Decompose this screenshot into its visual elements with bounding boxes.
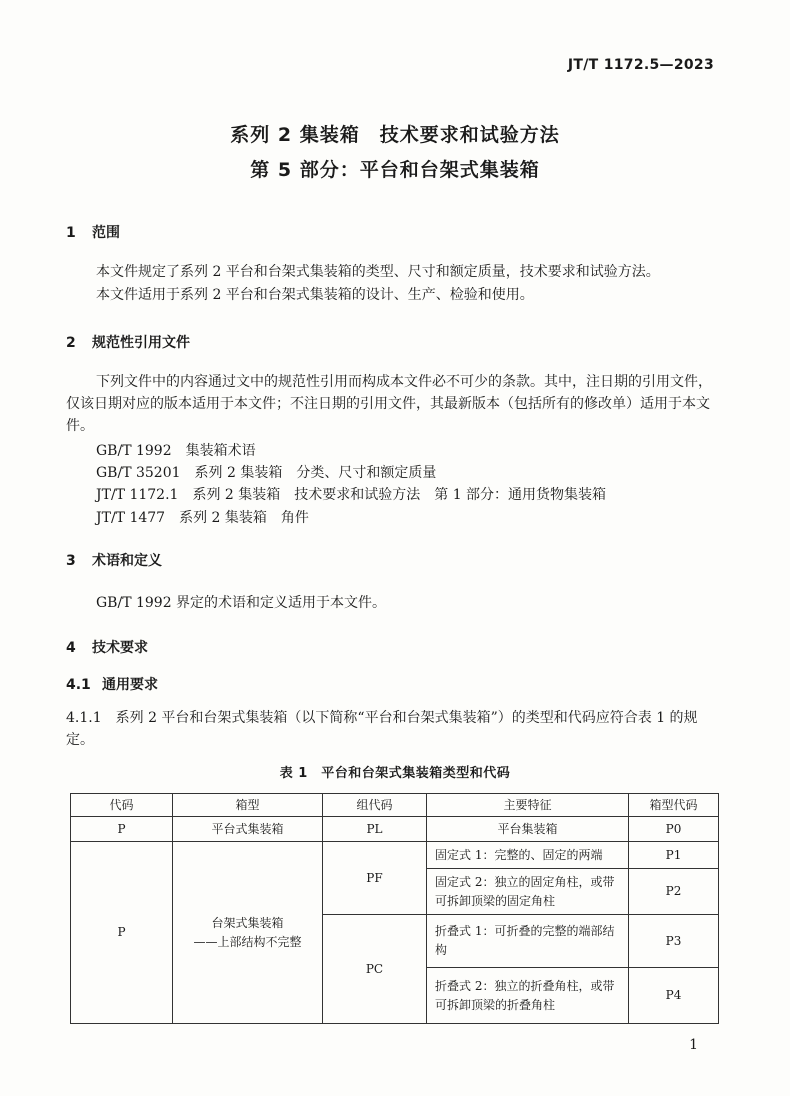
- section-title: 范围: [92, 225, 120, 241]
- cell-group-code: PC: [323, 915, 427, 1024]
- cell-feature: 平台集装箱: [427, 817, 629, 842]
- cell-type: [173, 842, 323, 1024]
- reference-item: GB/T 1992 集装箱术语: [96, 443, 256, 459]
- title-line-2: 第 5 部分：平台和台架式集装箱: [250, 159, 540, 181]
- clause-4-1-1: 4.1.1 系列 2 平台和台架式集装箱（以下简称“平台和台架式集装箱”）的类型和代码应符合表 1 的规定。: [66, 710, 698, 748]
- cell-code: P: [71, 842, 173, 1024]
- header-type-code: 箱型代码: [629, 794, 719, 817]
- table-caption: 表 1 平台和台架式集装箱类型和代码: [279, 766, 511, 781]
- section-title: 术语和定义: [92, 553, 162, 569]
- section-number: 2: [66, 335, 76, 351]
- section-number: 4: [66, 640, 76, 656]
- table-row: [71, 842, 719, 869]
- section-3-heading: [66, 550, 162, 570]
- document-code: JT/T 1172.5—2023: [567, 57, 714, 73]
- header-features: 主要特征: [427, 794, 629, 817]
- section-title: 技术要求: [92, 640, 148, 656]
- section-4-heading: [66, 637, 148, 657]
- table-row: [71, 817, 719, 842]
- reference-item: GB/T 35201 系列 2 集装箱 分类、尺寸和额定质量: [96, 465, 437, 481]
- type-code-table: [70, 793, 719, 1024]
- normative-references-intro: 下列文件中的内容通过文中的规范性引用而构成本文件必不可少的条款。其中，注日期的引用文件，仅该日期对应的版本适用于本文件；不注日期的引用文件，其最新版本（包括所有的修改单）适用于本文件。: [66, 374, 712, 434]
- cell-feature: 固定式 2：独立的固定角柱，或带可拆卸顶梁的固定角柱: [427, 869, 629, 915]
- section-1-heading: [66, 222, 120, 242]
- scope-paragraph-2: 本文件适用于系列 2 平台和台架式集装箱的设计、生产、检验和使用。: [96, 287, 534, 303]
- section-number: 3: [66, 553, 76, 569]
- cell-code: P: [71, 817, 173, 842]
- table-header-row: [71, 794, 719, 817]
- cell-type-code: P1: [629, 842, 719, 869]
- section-title: 规范性引用文件: [92, 335, 190, 351]
- subsection-4-1-heading: [66, 674, 158, 694]
- cell-feature: 折叠式 1：可折叠的完整的端部结构: [427, 915, 629, 968]
- cell-feature: 固定式 1：完整的、固定的两端: [427, 842, 629, 869]
- section-number: 1: [66, 225, 76, 241]
- cell-type-code: P0: [629, 817, 719, 842]
- reference-item: JT/T 1172.1 系列 2 集装箱 技术要求和试验方法 第 1 部分：通用货物集装箱: [96, 487, 607, 503]
- header-code: 代码: [71, 794, 173, 817]
- cell-type-code: P2: [629, 869, 719, 915]
- cell-group-code: PL: [323, 817, 427, 842]
- header-type: 箱型: [173, 794, 323, 817]
- subsection-number: 4.1: [66, 677, 91, 693]
- section-2-heading: [66, 332, 190, 352]
- subsection-title: 通用要求: [102, 677, 158, 693]
- title-line-1: 系列 2 集装箱 技术要求和试验方法: [230, 124, 560, 146]
- cell-type: 平台式集装箱: [173, 817, 323, 842]
- cell-type-code: P4: [629, 968, 719, 1024]
- terms-paragraph: GB/T 1992 界定的术语和定义适用于本文件。: [96, 595, 387, 611]
- type-note: ——上部结构不完整: [193, 934, 302, 949]
- type-name: 台架式集装箱: [211, 915, 284, 930]
- reference-item: JT/T 1477 系列 2 集装箱 角件: [96, 510, 309, 526]
- cell-feature: 折叠式 2：独立的折叠角柱，或带可拆卸顶梁的折叠角柱: [427, 968, 629, 1024]
- cell-group-code: PF: [323, 842, 427, 915]
- header-group-code: 组代码: [323, 794, 427, 817]
- cell-type-code: P3: [629, 915, 719, 968]
- page-number: 1: [689, 1037, 698, 1053]
- scope-paragraph-1: 本文件规定了系列 2 平台和台架式集装箱的类型、尺寸和额定质量，技术要求和试验方法。: [96, 264, 660, 280]
